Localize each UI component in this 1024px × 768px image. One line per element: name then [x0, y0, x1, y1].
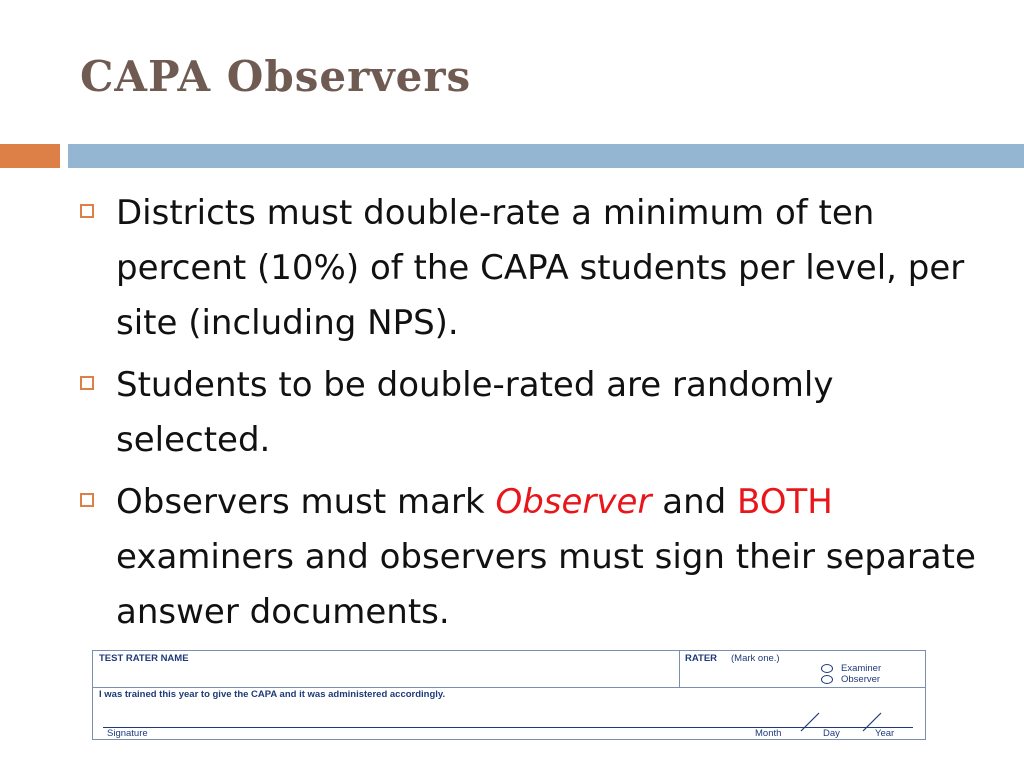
bullet-text-part: Observers must mark [116, 482, 496, 522]
training-statement: I was trained this year to give the CAPA and it was administered accordingly. [99, 689, 446, 700]
accent-bar-blue [68, 144, 1024, 168]
bullet-item [80, 186, 980, 351]
day-label: Day [823, 728, 840, 739]
bullet-text: Districts must double-rate a minimum of ten percent (10%) of the CAPA students per level, per site (including NPS). [116, 193, 965, 343]
rater-label: RATER [685, 653, 718, 664]
bullet-item [80, 358, 980, 468]
signature-label: Signature [107, 728, 148, 739]
checkbox-bullet-icon [80, 204, 94, 218]
year-label: Year [875, 728, 895, 739]
observer-option-label: Observer [841, 674, 881, 685]
bullet-item [80, 475, 980, 640]
examiner-option-label: Examiner [841, 663, 882, 674]
month-label: Month [755, 728, 782, 739]
bullet-text: Students to be double-rated are randomly selected. [116, 365, 834, 460]
slide-title: CAPA Observers [80, 52, 472, 101]
checkbox-bullet-icon [80, 493, 94, 507]
date-slash-marks [93, 651, 927, 741]
checkbox-bullet-icon [80, 376, 94, 390]
answer-document-excerpt [92, 650, 926, 740]
test-rater-name-label: TEST RATER NAME [99, 653, 189, 664]
bullet-list [80, 186, 980, 647]
bullet-text-part: examiners and observers must sign their separate answer documents. [116, 537, 976, 632]
highlight-both: BOTH [737, 482, 833, 522]
accent-bar-orange [0, 144, 60, 168]
highlight-observer: Observer [495, 482, 652, 522]
rater-hint: (Mark one.) [731, 653, 780, 664]
bullet-text-part: and [651, 482, 738, 522]
